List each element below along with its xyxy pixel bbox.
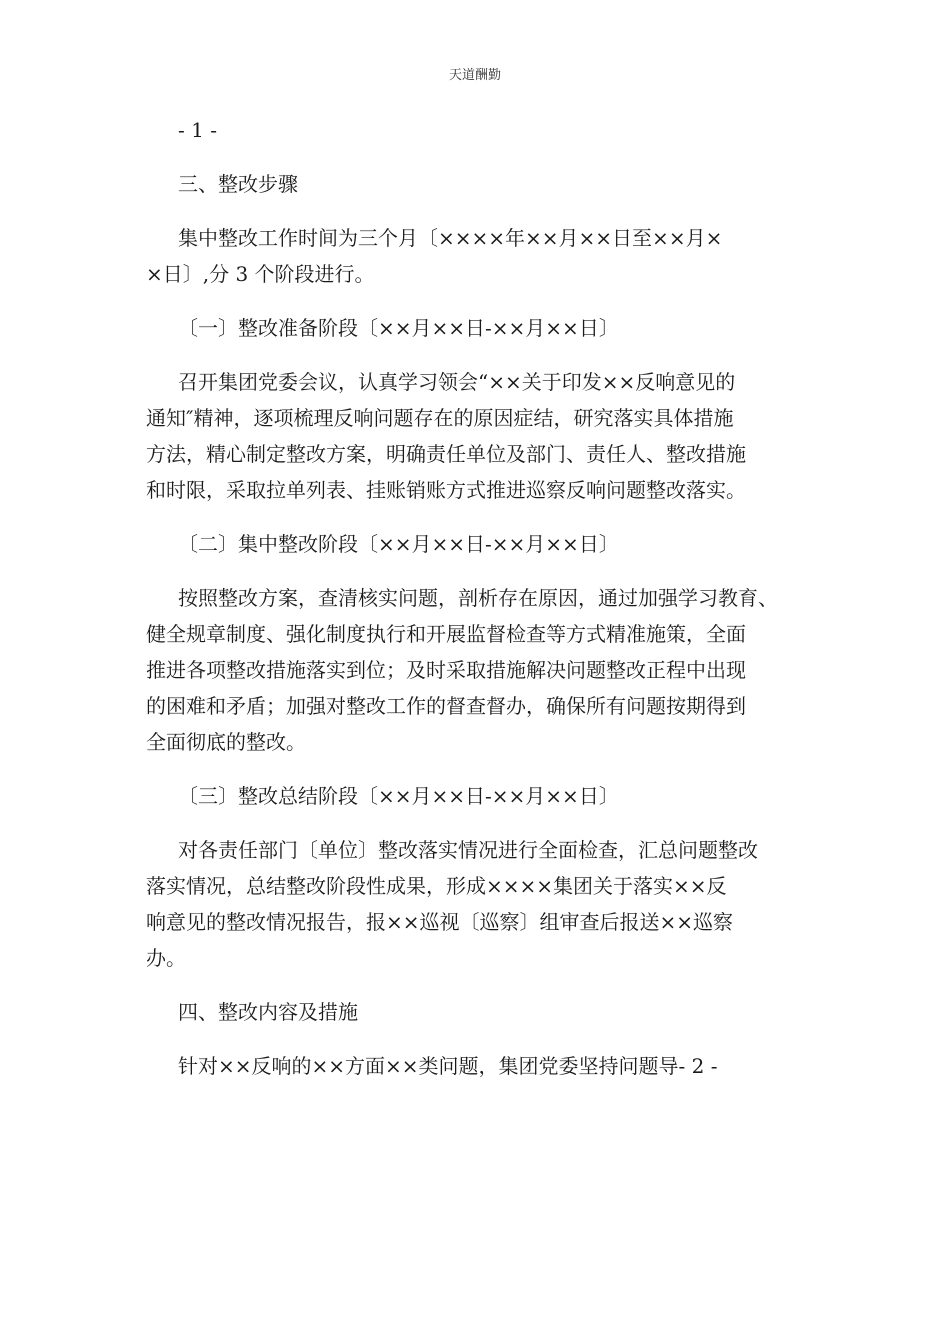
paragraph-concentrated (146, 580, 816, 760)
text-line: 和时限，采取拉单列表、挂账销账方式推进巡察反响问题整改落实。 (146, 478, 746, 502)
page-header: 天道酬勤 (448, 68, 501, 83)
text-line: 针对××反响的××方面××类问题，集团党委坚持问题导- 2 - (178, 1054, 718, 1078)
text-line: 全面彻底的整改。 (146, 730, 306, 754)
subheading-summary: 〔三〕整改总结阶段〔××月××日-××月××日〕 (178, 784, 619, 808)
text-line: 召开集团党委会议，认真学习领会“××关于印发××反响意见的 (178, 370, 736, 394)
paragraph-measures (146, 1048, 816, 1084)
text-line: 集中整改工作时间为三个月〔××××年××月××日至××月× (178, 226, 723, 250)
text-line: 落实情况，总结整改阶段性成果，形成××××集团关于落实××反 (146, 874, 727, 898)
paragraph-summary (146, 832, 816, 976)
text-line: 办。 (146, 946, 186, 970)
document-body (146, 112, 816, 1102)
paragraph-preparation (146, 364, 816, 508)
text-line: ×日〕,分 3 个阶段进行。 (146, 262, 375, 286)
section-heading-3: 三、整改步骤 (178, 172, 298, 196)
text-line: 健全规章制度、强化制度执行和开展监督检查等方式精准施策，全面 (146, 622, 746, 646)
text-line: 对各责任部门〔单位〕整改落实情况进行全面检查，汇总问题整改 (178, 838, 758, 862)
text-line: 通知″精神，逐项梳理反响问题存在的原因症结，研究落实具体措施 (146, 406, 734, 430)
paragraph-schedule (146, 220, 816, 292)
section-heading-4: 四、整改内容及措施 (178, 1000, 358, 1024)
subheading-preparation: 〔一〕整改准备阶段〔××月××日-××月××日〕 (178, 316, 619, 340)
text-line: 方法，精心制定整改方案，明确责任单位及部门、责任人、整改措施 (146, 442, 746, 466)
text-line: 按照整改方案，查清核实问题，剖析存在原因，通过加强学习教育、 (178, 586, 778, 610)
text-line: 推进各项整改措施落实到位；及时采取措施解决问题整改正程中出现 (146, 658, 746, 682)
subheading-concentrated: 〔二〕集中整改阶段〔××月××日-××月××日〕 (178, 532, 619, 556)
text-line: 的困难和矛盾；加强对整改工作的督查督办，确保所有问题按期得到 (146, 694, 746, 718)
page-number-top: - 1 - (178, 118, 217, 142)
text-line: 响意见的整改情况报告，报××巡视〔巡察〕组审查后报送××巡察 (146, 910, 734, 934)
